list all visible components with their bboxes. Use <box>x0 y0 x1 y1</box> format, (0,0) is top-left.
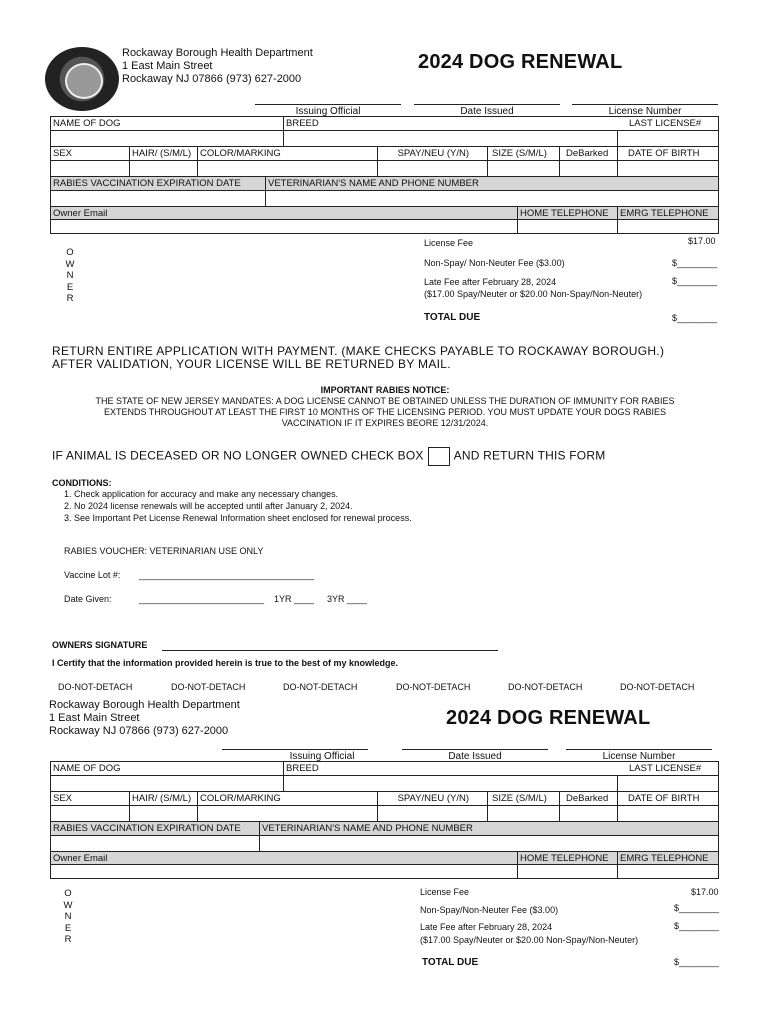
debarked-label: DeBarked <box>559 147 617 160</box>
three-year-field[interactable]: 3YR ____ <box>327 594 368 604</box>
detach-6: DO-NOT-DETACH <box>620 682 695 692</box>
late-fee-detail: ($17.00 Spay/Neuter or $20.00 Non-Spay/Non-Neuter) <box>424 289 643 299</box>
emrg-tel-label: EMRG TELEPHONE <box>617 207 720 219</box>
deceased-checkbox[interactable] <box>428 447 450 466</box>
stub-hair-label: HAIR/ (S/M/L) <box>129 792 197 805</box>
return-notice-line2: AFTER VALIDATION, YOUR LICENSE WILL BE RETURNED BY MAIL. <box>52 357 451 371</box>
total-due-label: TOTAL DUE <box>424 312 481 323</box>
vaccine-lot-field[interactable]: ___________________________________ <box>139 570 315 580</box>
condition-item-3: 3. See Important Pet License Renewal Information sheet enclosed for renewal process. <box>64 513 412 523</box>
stub-license-fee-amount: $17.00 <box>691 887 719 897</box>
breed-label: BREED <box>283 117 720 130</box>
condition-item-2: 2. No 2024 license renewals will be accepted until after January 2, 2024. <box>64 501 353 511</box>
stub-name-of-dog-label: NAME OF DOG <box>53 763 121 774</box>
last-license-label: LAST LICENSE# <box>629 118 702 129</box>
stub-debarked-label: DeBarked <box>559 792 617 805</box>
rabies-exp-label: RABIES VACCINATION EXPIRATION DATE <box>53 178 241 189</box>
total-due-amount: $________ <box>672 313 718 323</box>
stub-emrg-tel-label: EMRG TELEPHONE <box>617 852 720 864</box>
stub-spay-neu-label: SPAY/NEU (Y/N) <box>377 792 487 805</box>
one-year-field[interactable]: 1YR ____ <box>274 594 315 604</box>
stub-issuing-official-label: Issuing Official <box>289 751 355 762</box>
stub-total-due-amount: $________ <box>674 957 720 967</box>
stub-vet-label: VETERINARIAN'S NAME AND PHONE NUMBER <box>259 822 720 835</box>
late-fee-label: Late Fee after February 28, 2024 <box>424 277 557 287</box>
owner-signature-line[interactable] <box>162 650 498 651</box>
condition-item-1: 1. Check application for accuracy and make any necessary changes. <box>64 489 339 499</box>
stub-late-fee-label: Late Fee after February 28, 2024 <box>420 922 553 932</box>
stub-owner-vertical-label: O W N E R <box>63 888 73 945</box>
rabies-notice-heading: IMPORTANT RABIES NOTICE: <box>320 385 450 395</box>
stub-color-marking-label: COLOR/MARKING <box>197 792 377 805</box>
stub-home-tel-label: HOME TELEPHONE <box>517 852 617 864</box>
name-of-dog-label: NAME OF DOG <box>53 118 121 129</box>
stub-rabies-exp-label: RABIES VACCINATION EXPIRATION DATE <box>53 823 241 834</box>
license-fee-amount: $17.00 <box>688 236 716 246</box>
spay-neu-label: SPAY/NEU (Y/N) <box>377 147 487 160</box>
dob-label: DATE OF BIRTH <box>617 147 720 160</box>
voucher-heading: RABIES VOUCHER: VETERINARIAN USE ONLY <box>64 546 264 556</box>
stub-dept-street: 1 East Main Street <box>49 712 140 724</box>
stub-sex-label: SEX <box>53 793 73 804</box>
late-fee-amount: $________ <box>672 276 718 286</box>
page-title: 2024 DOG RENEWAL <box>418 51 623 73</box>
dept-city-phone: Rockaway NJ 07866 (973) 627-2000 <box>122 73 302 85</box>
stub-nonspay-fee-label: Non-Spay/Non-Neuter Fee ($3.00) <box>420 905 559 915</box>
stub-late-fee-detail: ($17.00 Spay/Neuter or $20.00 Non-Spay/Non-Neuter) <box>420 935 639 945</box>
stub-breed-label: BREED <box>283 762 720 775</box>
rabies-notice-line2: EXTENDS THROUGHOUT AT LEAST THE FIRST 10 MONTHS OF THE LICENSING PERIOD. YOU MUST UPDATE YOUR DOGS RABIES <box>103 407 667 417</box>
last-license-field[interactable] <box>617 131 720 146</box>
dept-street: 1 East Main Street <box>122 60 213 72</box>
color-marking-label: COLOR/MARKING <box>197 147 377 160</box>
stub-last-license-label: LAST LICENSE# <box>629 763 702 774</box>
rabies-notice-line3: VACCINATION IF IT EXPIRES BEORE 12/31/2024. <box>281 418 489 428</box>
size-label: SIZE (S/M/L) <box>487 147 559 160</box>
stub-dept-name: Rockaway Borough Health Department <box>49 699 240 711</box>
license-number-label: License Number <box>608 106 682 117</box>
stub-size-label: SIZE (S/M/L) <box>487 792 559 805</box>
stub-license-fee-label: License Fee <box>420 887 470 897</box>
stub-last-license-field[interactable] <box>617 776 720 791</box>
detach-3: DO-NOT-DETACH <box>283 682 358 692</box>
detach-5: DO-NOT-DETACH <box>508 682 583 692</box>
dept-name: Rockaway Borough Health Department <box>122 47 313 59</box>
stub-nonspay-fee-amount: $________ <box>674 903 720 913</box>
deceased-text: IF ANIMAL IS DECEASED OR NO LONGER OWNED CHECK BOX <box>52 448 424 463</box>
owner-vertical-label: O W N E R <box>65 247 75 304</box>
owner-signature-label: OWNERS SIGNATURE <box>52 640 148 650</box>
detach-2: DO-NOT-DETACH <box>171 682 246 692</box>
conditions-heading: CONDITIONS: <box>52 478 112 488</box>
borough-seal <box>45 47 119 111</box>
vet-label: VETERINARIAN'S NAME AND PHONE NUMBER <box>265 177 720 190</box>
date-issued-label: Date Issued <box>460 106 514 117</box>
stub-date-issued-label: Date Issued <box>448 751 502 762</box>
license-fee-label: License Fee <box>424 238 474 248</box>
sex-label: SEX <box>53 148 73 159</box>
detach-1: DO-NOT-DETACH <box>58 682 133 692</box>
stub-late-fee-amount: $________ <box>674 921 720 931</box>
stub-owner-email-label: Owner Email <box>53 853 108 864</box>
stub-license-number-label: License Number <box>602 751 676 762</box>
dog-info-grid <box>50 116 719 234</box>
detach-4: DO-NOT-DETACH <box>396 682 471 692</box>
nonspay-fee-amount: $________ <box>672 258 718 268</box>
stub-dob-label: DATE OF BIRTH <box>617 792 720 805</box>
vaccine-lot-label: Vaccine Lot #: <box>64 570 121 580</box>
issuing-official-label: Issuing Official <box>295 106 361 117</box>
stub-page-title: 2024 DOG RENEWAL <box>446 707 651 729</box>
stub-dept-city-phone: Rockaway NJ 07866 (973) 627-2000 <box>49 725 229 737</box>
home-tel-label: HOME TELEPHONE <box>517 207 617 219</box>
stub-dog-info-grid <box>50 761 719 879</box>
date-given-field[interactable]: _________________________ <box>139 594 265 604</box>
return-notice-line1: RETURN ENTIRE APPLICATION WITH PAYMENT. (MAKE CHECKS PAYABLE TO ROCKAWAY BOROUGH.) <box>52 344 665 358</box>
hair-label: HAIR/ (S/M/L) <box>129 147 197 160</box>
date-given-label: Date Given: <box>64 594 112 604</box>
nonspay-fee-label: Non-Spay/ Non-Neuter Fee ($3.00) <box>424 258 565 268</box>
deceased-text-after: AND RETURN THIS FORM <box>453 448 606 463</box>
rabies-notice-line1: THE STATE OF NEW JERSEY MANDATES: A DOG LICENSE CANNOT BE OBTAINED UNLESS THE DURATION OF IMMUNITY FOR RABIES <box>95 396 675 406</box>
certify-statement: I Certify that the information provided herein is true to the best of my knowledge. <box>52 658 399 668</box>
deceased-line <box>52 447 605 466</box>
owner-email-label: Owner Email <box>53 208 108 219</box>
stub-total-due-label: TOTAL DUE <box>422 957 479 968</box>
